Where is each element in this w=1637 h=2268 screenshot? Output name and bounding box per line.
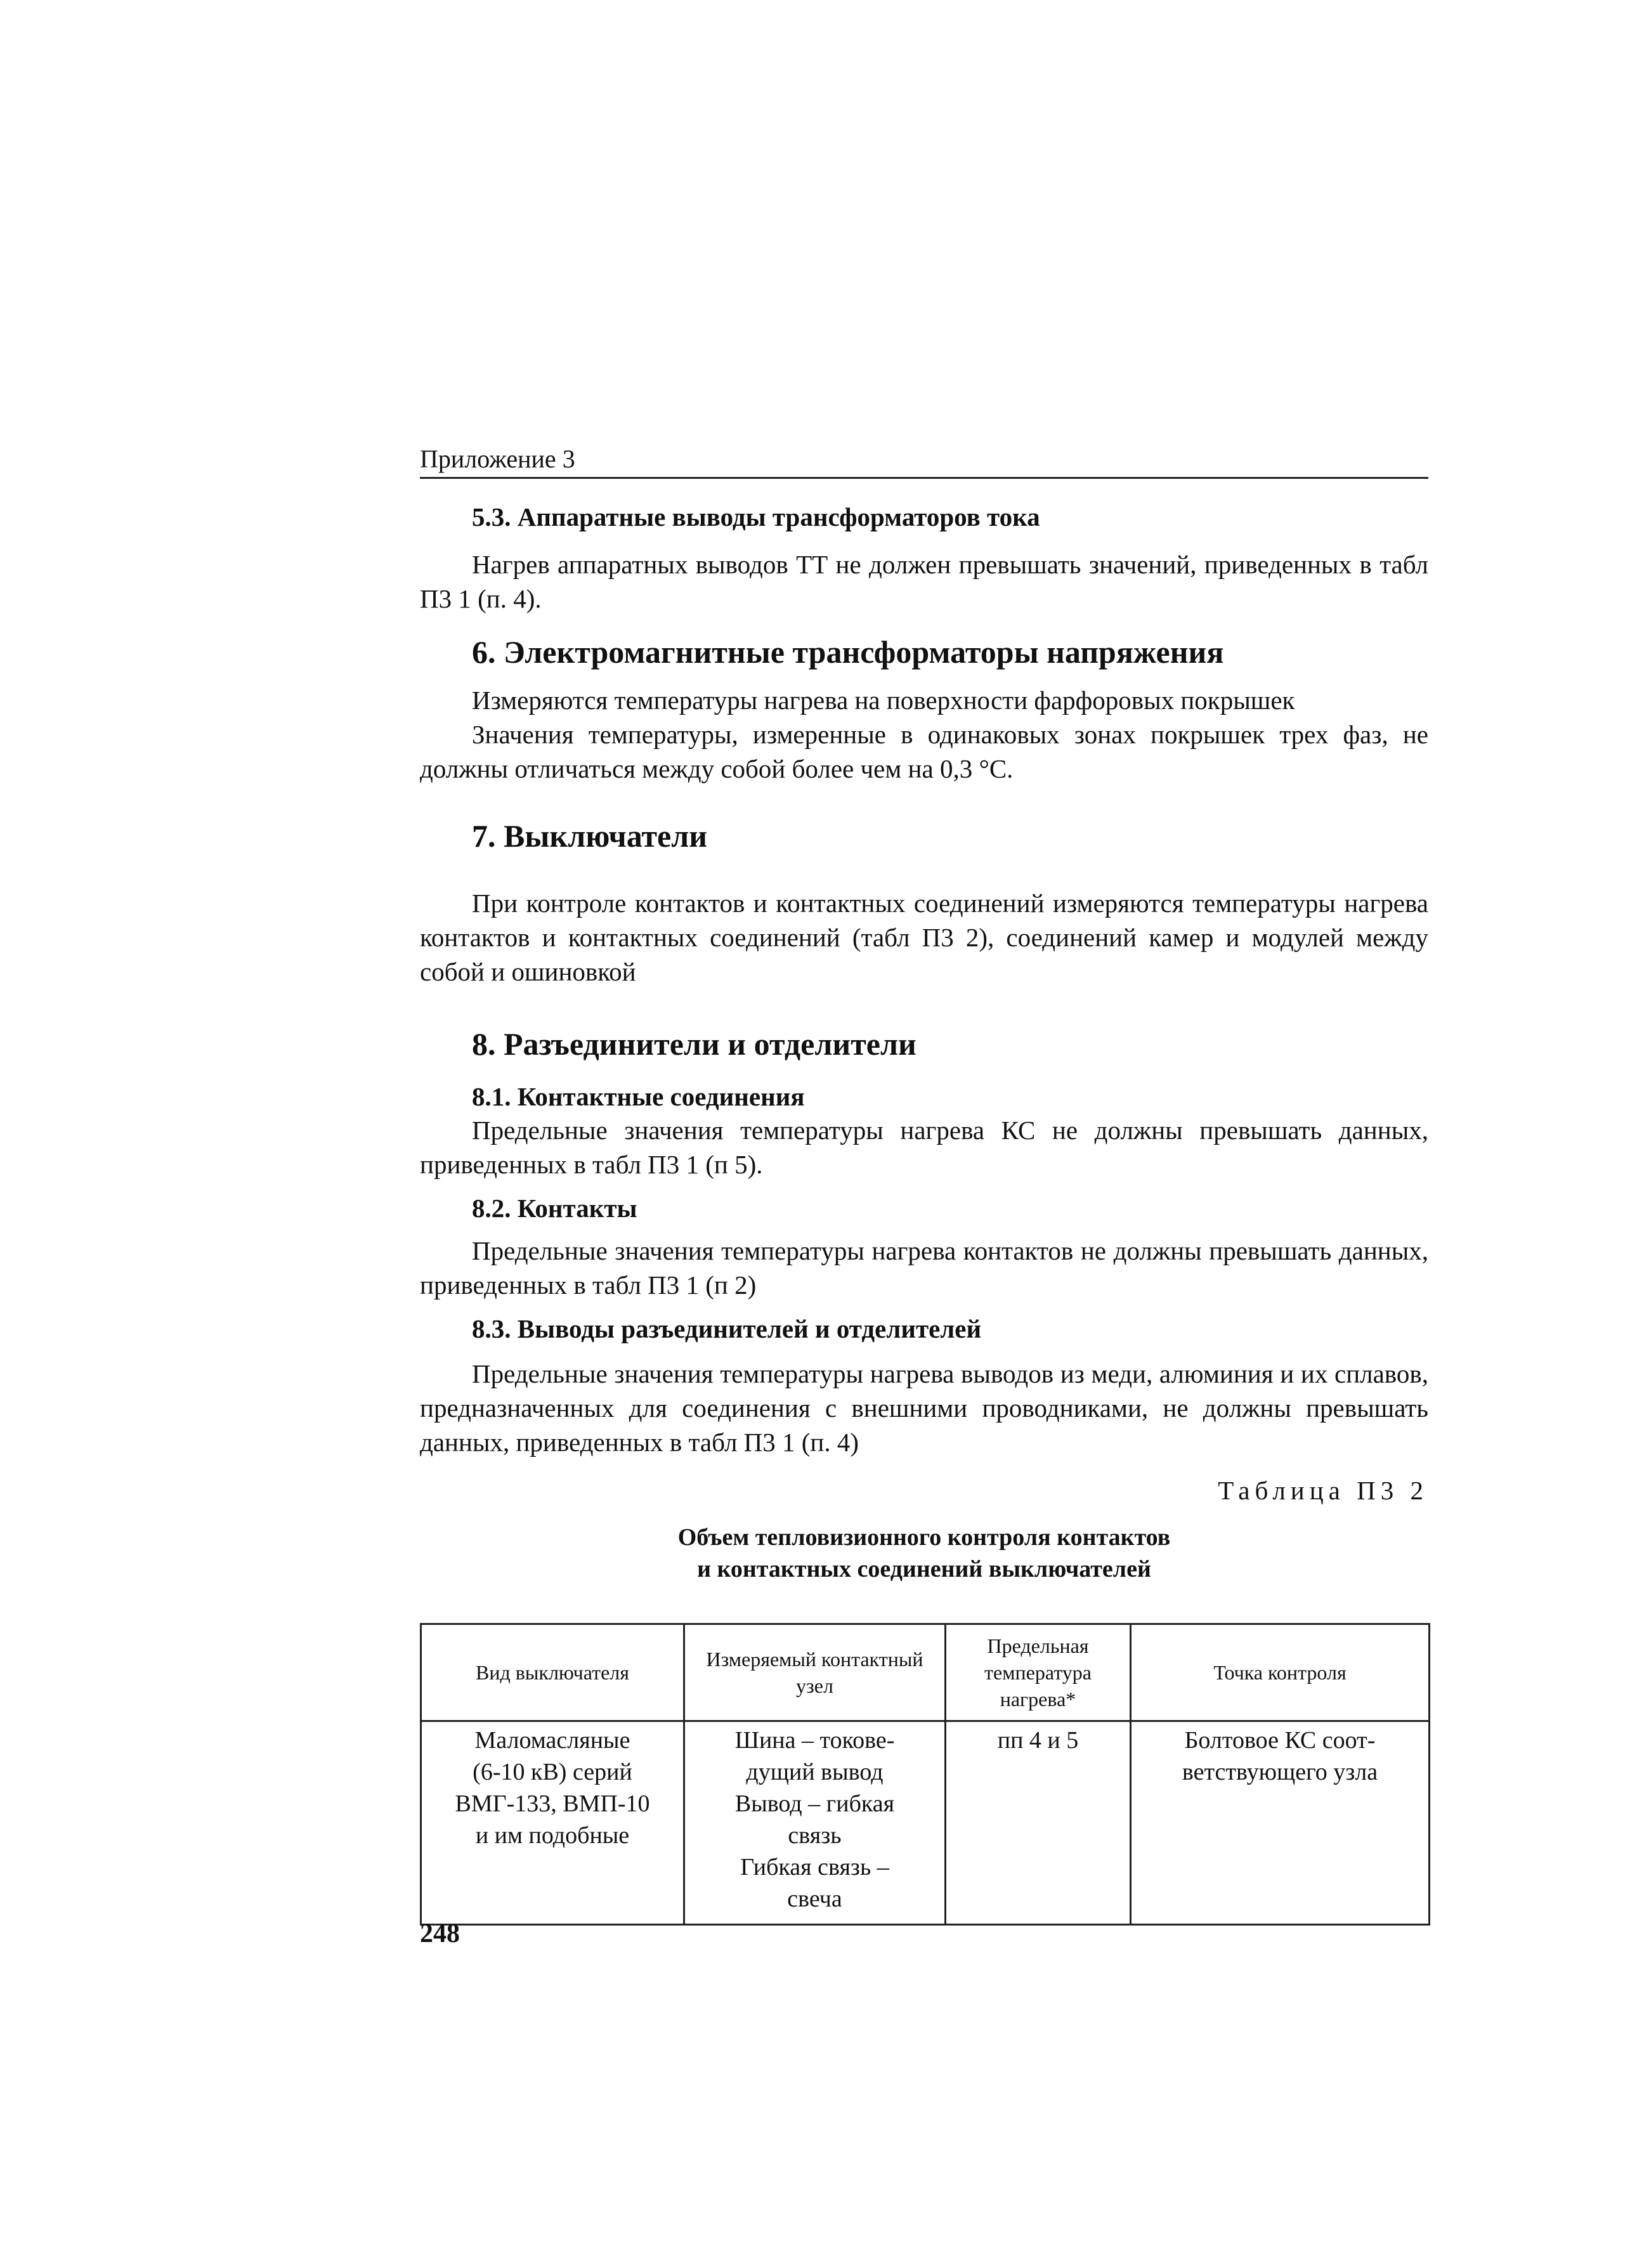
cell-line: Маломасляные bbox=[474, 1727, 630, 1754]
cell-line: дущий вывод bbox=[746, 1759, 884, 1785]
header-breaker-type: Вид выключателя bbox=[421, 1624, 684, 1721]
section-8-3-heading: 8.3. Выводы разъединителей и отделителей bbox=[472, 1314, 982, 1343]
section-8-heading: 8. Разъединители и отделители bbox=[472, 1026, 916, 1062]
header-temperature-limit: Предельная температура нагрева* bbox=[946, 1624, 1131, 1721]
section-8-1-heading: 8.1. Контактные соединения bbox=[472, 1082, 805, 1111]
cell-line: ветствующего узла bbox=[1182, 1759, 1378, 1785]
cell-line: Гибкая связь – bbox=[740, 1854, 889, 1880]
section-8-3-text: Предельные значения температуры нагрева выводов из меди, алюминия и их сплавов, предназначенных для соединения с внешними проводниками, не должны превышать данных, приведенных в табл П3 1 (п. 4) bbox=[420, 1359, 1428, 1457]
section-6-heading: 6. Электромагнитные трансформаторы напряжения bbox=[472, 634, 1224, 670]
cell-line: связь bbox=[788, 1822, 842, 1849]
table-label: Таблица П3 2 bbox=[1218, 1476, 1428, 1505]
section-5-3-text: Нагрев аппаратных выводов ТТ не должен превышать значений, приведенных в табл П3 1 (п. 4). bbox=[420, 550, 1428, 613]
header-control-point: Точка контроля bbox=[1131, 1624, 1430, 1721]
section-7-text: При контроле контактов и контактных соединений измеряются температуры нагрева контактов и контактных соединений (табл П3 2), соединений камер и модулей между собой и ошиновкой bbox=[420, 889, 1428, 986]
section-6-text-2: Значения температуры, измеренные в одинаковых зонах покрышек трех фаз, не должны отличаться между собой более чем на 0,3 °С. bbox=[420, 720, 1428, 783]
table-header-row bbox=[421, 1624, 1430, 1721]
inspection-table bbox=[420, 1623, 1430, 1926]
section-8-2-heading: 8.2. Контакты bbox=[472, 1194, 637, 1223]
table-row bbox=[421, 1721, 1430, 1925]
cell-line: Шина – токове- bbox=[734, 1727, 895, 1754]
section-8-2-text: Предельные значения температуры нагрева контактов не должны превышать данных, приведенных в табл П3 1 (п 2) bbox=[420, 1236, 1428, 1300]
section-7-heading: 7. Выключатели bbox=[472, 818, 708, 854]
cell-line: и им подобные bbox=[475, 1822, 630, 1849]
cell-line: Вывод – гибкая bbox=[734, 1790, 895, 1817]
cell-line: ВМГ-133, ВМП-10 bbox=[455, 1790, 650, 1817]
running-header: Приложение 3 bbox=[420, 444, 1428, 479]
cell-line: свеча bbox=[787, 1886, 842, 1912]
page-number: 248 bbox=[420, 1919, 460, 1948]
header-contact-node: Измеряемый контактный узел bbox=[684, 1624, 946, 1721]
table-title-line-1: Объем тепловизионного контроля контактов bbox=[677, 1524, 1171, 1551]
cell-contact-node bbox=[684, 1721, 946, 1925]
document-page bbox=[420, 444, 1428, 1926]
cell-control-point bbox=[1131, 1721, 1430, 1925]
table-title-line-2: и контактных соединений выключателей bbox=[697, 1556, 1151, 1582]
section-5-3-heading: 5.3. Аппаратные выводы трансформаторов тока bbox=[472, 502, 1040, 531]
cell-temperature-limit: пп 4 и 5 bbox=[946, 1721, 1131, 1925]
section-8-1-text: Предельные значения температуры нагрева КС не должны превышать данных, приведенных в табл П3 1 (п 5). bbox=[420, 1116, 1428, 1179]
cell-line: (6-10 кВ) серий bbox=[473, 1759, 632, 1785]
section-6-text-1: Измеряются температуры нагрева на поверхности фарфоровых покрышек bbox=[472, 686, 1295, 715]
cell-line: Болтовое КС соот- bbox=[1184, 1727, 1376, 1754]
cell-breaker-type bbox=[421, 1721, 684, 1925]
